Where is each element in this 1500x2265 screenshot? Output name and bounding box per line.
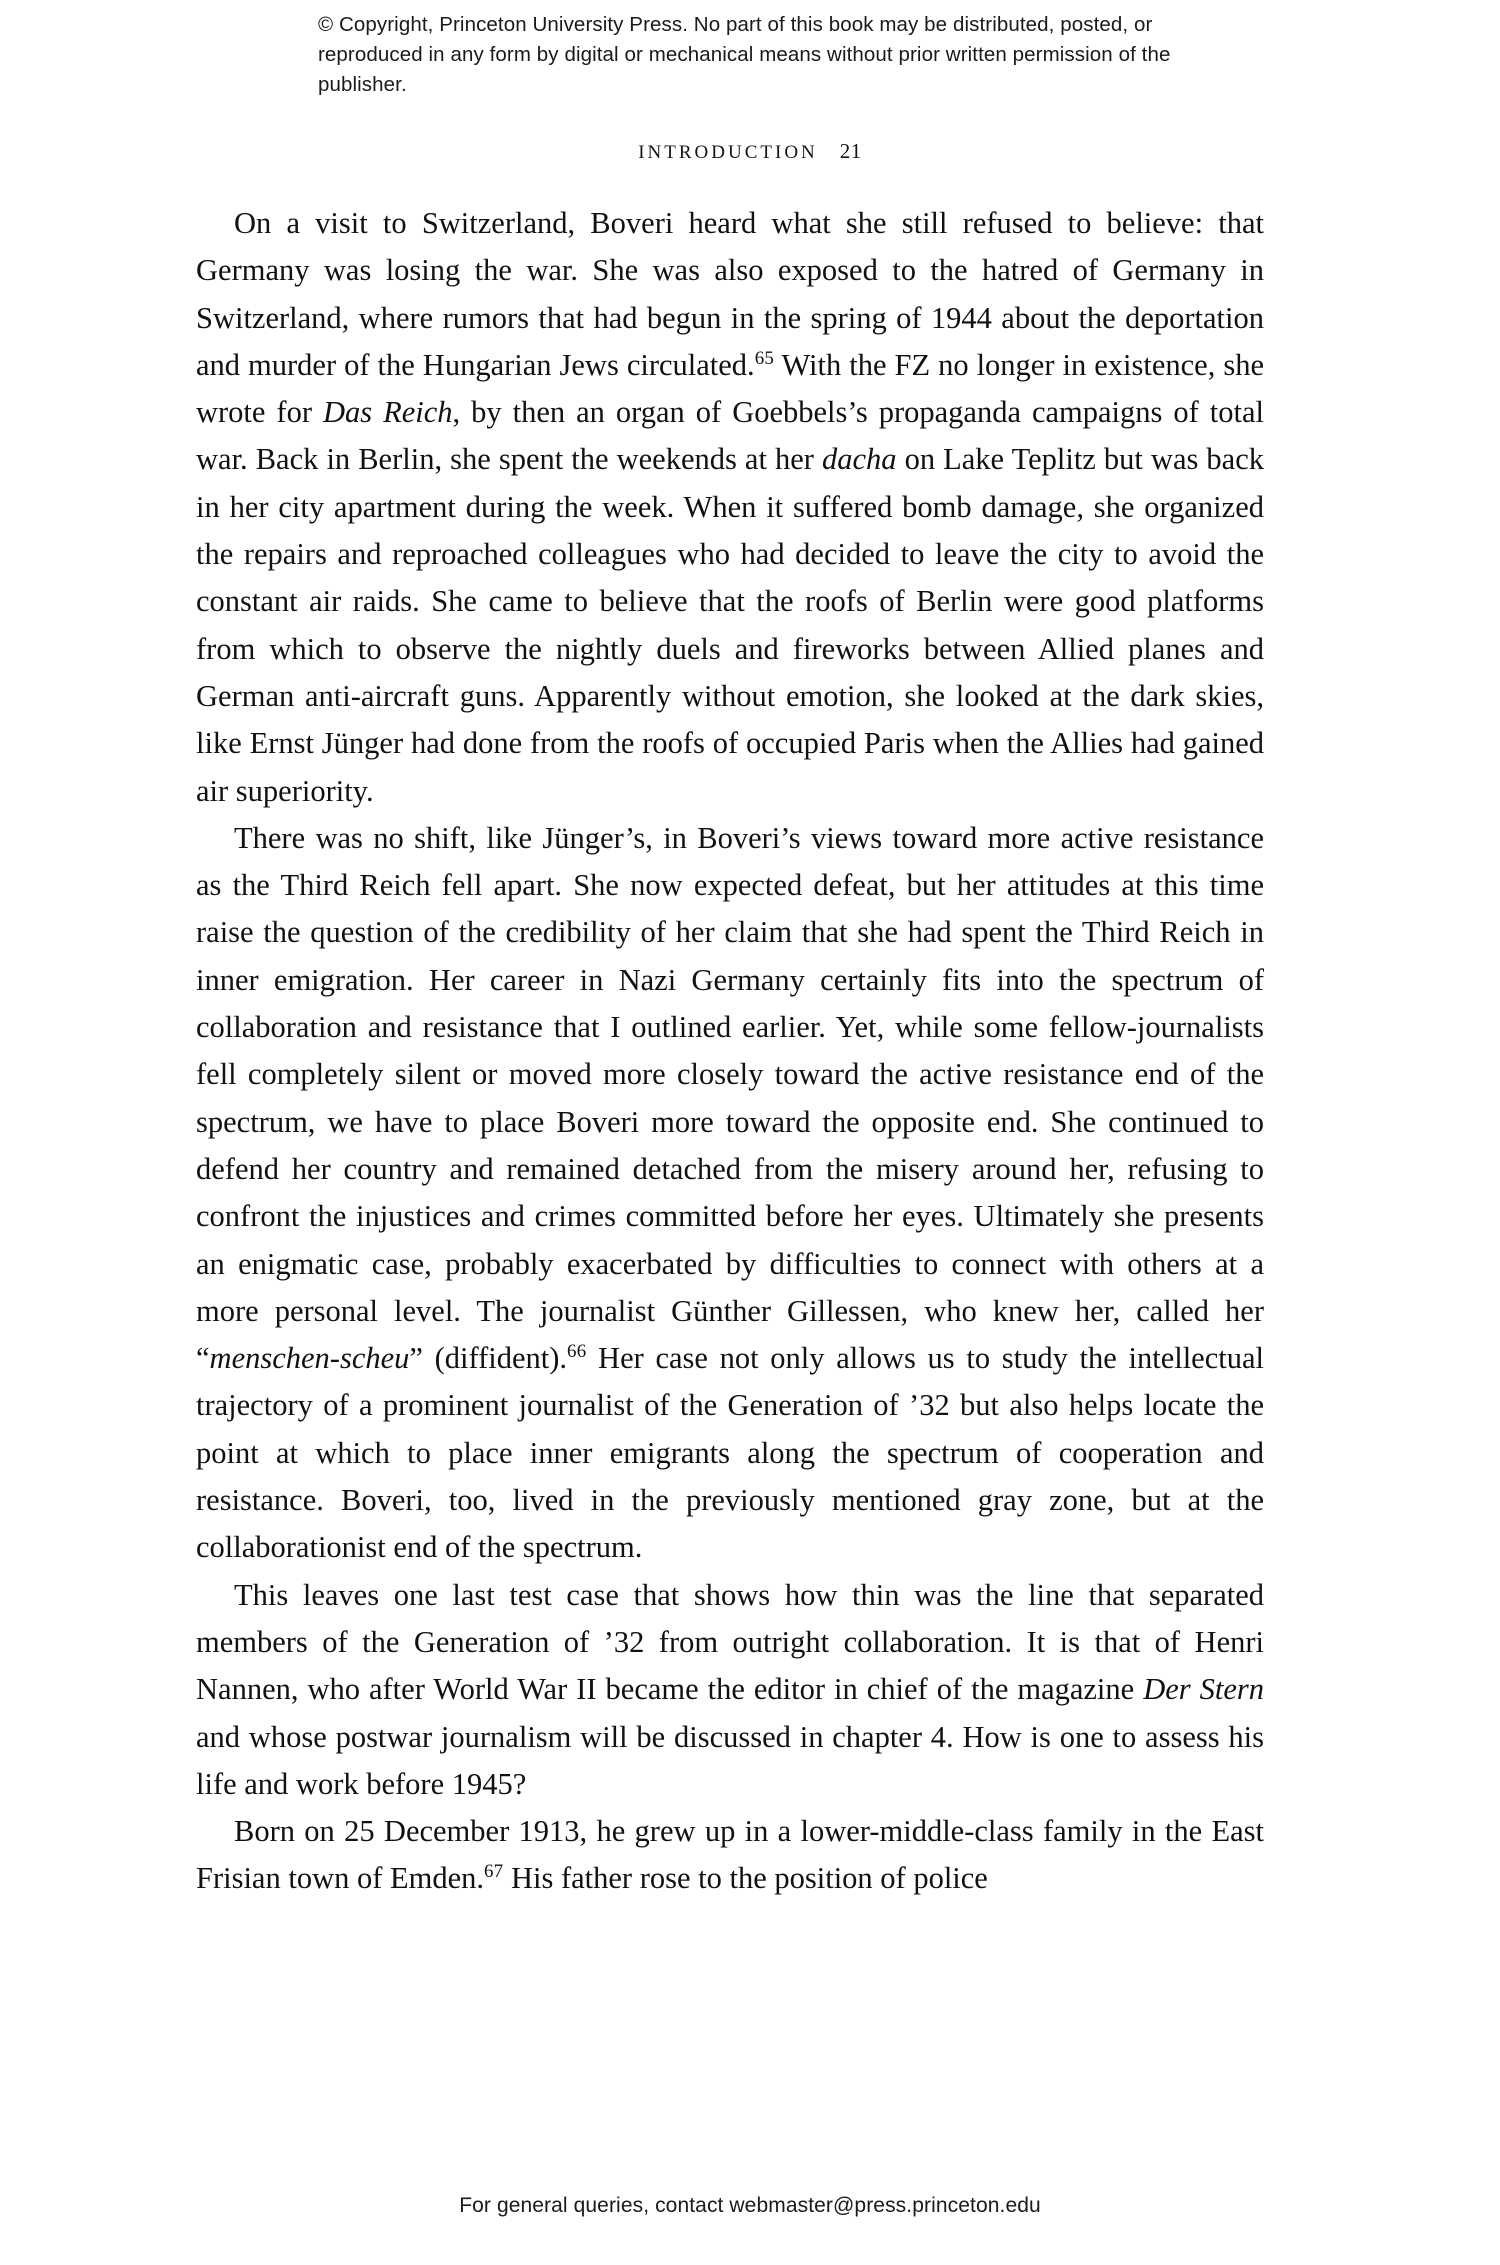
paragraph-2-text-part-1: There was no shift, like Jünger’s, in Boveri’s views toward more active resistance as the Third Reich fell apart. She now expected defeat, but her attitudes at this time raise the question of the credibility of her claim that she had spent the Third Reich in inner emigration. Her career in Nazi Germany certainly fits into the spectrum of collaboration and resistance that I outlined earlier. Yet, while some fellow-journalists fell completely silent or moved more closely toward the active resistance end of the spectrum, we have to place Boveri more toward the opposite end. She continued to defend her country and remained detached from the misery around her, refusing to confront the injustices and crimes committed before her eyes. Ultimately she presents an enigmatic case, probably exacerbated by difficulties to connect with others at a more personal level. The journalist Günther Gillessen, who knew her, called her “: [196, 820, 1264, 1376]
copyright-notice: © Copyright, Princeton University Press. No part of this book may be distributed, posted, or reproduced in any form by digital or mechanical means without prior written permission of the publisher.: [318, 13, 1171, 96]
footnote-marker-67: 67: [484, 1861, 504, 1883]
running-head: [0, 139, 1500, 164]
italic-title-das-reich: Das Reich: [322, 395, 453, 430]
paragraph-1-text-part-2: With the FZ no longer in existence, she wrote for: [196, 347, 1264, 430]
page-number: 21: [839, 139, 862, 163]
paragraph-4: [196, 1808, 1264, 1903]
paragraph-3: [196, 1572, 1264, 1808]
paragraph-1-text-part-3: , by then an organ of Goebbels’s propaganda campaigns of total war. Back in Berlin, she spent the weekends at her: [196, 395, 1264, 477]
running-head-title: INTRODUCTION: [638, 142, 818, 163]
paragraph-1-text-part-1: On a visit to Switzerland, Boveri heard what she still refused to believe: that Germany was losing the war. She was also exposed to the hatred of Germany in Switzerland, where rumors that had begun in the spring of 1944 about the deportation and murder of the Hungarian Jews circulated.: [196, 206, 1264, 382]
italic-title-der-stern: Der Stern: [1143, 1672, 1264, 1707]
footer-query-line: For general queries, contact webmaster@press.princeton.edu: [459, 2194, 1041, 2217]
paragraph-1-text-part-4: on Lake Teplitz but was back in her city apartment during the week. When it suffered bomb damage, she organized the repairs and reproached colleagues who had decided to leave the city to avoid the constant air raids. She came to believe that the roofs of Berlin were good platforms from which to observe the nightly duels and fireworks between Allied planes and German anti-aircraft guns. Apparently without emotion, she looked at the dark skies, like Ernst Jünger had done from the roofs of occupied Paris when the Allies had gained air superiority.: [196, 442, 1264, 808]
italic-word-menschenscheu: menschen-scheu: [209, 1341, 410, 1376]
italic-word-dacha: dacha: [821, 442, 897, 477]
body-text-column: [196, 200, 1264, 1903]
paragraph-2-text-part-3: Her case not only allows us to study the intellectual trajectory of a prominent journalist of the Generation of ’32 but also helps locate the point at which to place inner emigrants along the spectrum of cooperation and resistance. Boveri, too, lived in the previously mentioned gray zone, but at the collaborationist end of the spectrum.: [196, 1341, 1264, 1565]
footnote-marker-65: 65: [754, 347, 774, 369]
paragraph-4-text-part-1: Born on 25 December 1913, he grew up in a lower-middle-class family in the East Frisian town of Emden.: [196, 1814, 1264, 1896]
paragraph-2: [196, 815, 1264, 1572]
paragraph-3-text-part-1: This leaves one last test case that shows how thin was the line that separated members of the Generation of ’32 from outright collaboration. It is that of Henri Nannen, who after World War II became the editor in chief of the magazine: [196, 1577, 1264, 1707]
footnote-marker-66: 66: [567, 1340, 587, 1362]
paragraph-4-text-part-2: His father rose to the position of police: [503, 1861, 988, 1896]
paragraph-2-text-part-2: ” (diffident).: [409, 1341, 568, 1376]
paragraph-1: [196, 200, 1264, 815]
paragraph-3-text-part-2: and whose postwar journalism will be discussed in chapter 4. How is one to assess his life and work before 1945?: [196, 1719, 1264, 1801]
